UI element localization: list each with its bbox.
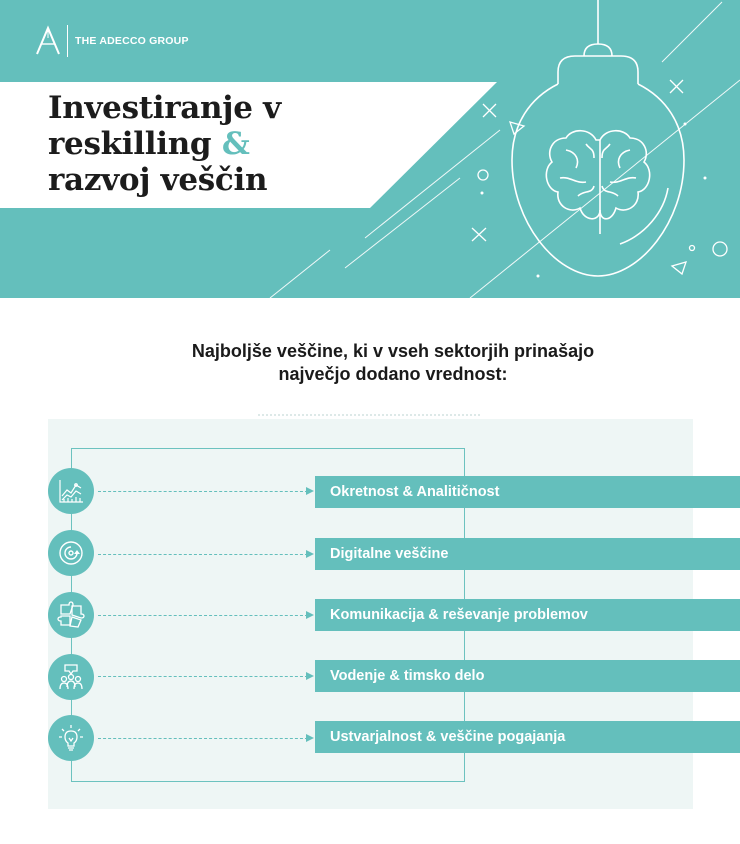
arrow-right-icon: [306, 672, 314, 680]
title-line-1: Investiranje v: [48, 90, 281, 126]
section-heading-line-2: največjo dodano vrednost:: [278, 364, 508, 384]
adecco-logo-mark-icon: [35, 24, 61, 58]
skill-item: Vodenje & timsko delo: [315, 660, 740, 692]
page-title: [48, 90, 281, 198]
arrow-right-icon: [306, 611, 314, 619]
title-line-2: reskilling: [48, 126, 212, 162]
skill-connector: [98, 676, 308, 677]
decorative-divider: [258, 414, 480, 416]
skill-connector: [98, 738, 308, 739]
arrow-right-icon: [306, 550, 314, 558]
title-line-3: razvoj veščin: [48, 162, 268, 198]
puzzle-icon: [48, 592, 94, 638]
skill-connector: [98, 554, 308, 555]
skill-item: Ustvarjalnost & veščine pogajanja: [315, 721, 740, 753]
skill-connector: [98, 615, 308, 616]
arrow-right-icon: [306, 487, 314, 495]
arrow-right-icon: [306, 734, 314, 742]
skill-item: Komunikacija & reševanje problemov: [315, 599, 740, 631]
skill-item: Okretnost & Analitičnost: [315, 476, 740, 508]
analytics-chart-icon: [48, 468, 94, 514]
logo-divider: [67, 25, 68, 57]
adecco-logo[interactable]: [35, 24, 189, 58]
digital-cycle-icon: [48, 530, 94, 576]
brand-name: THE ADECCO GROUP: [75, 35, 189, 47]
section-heading-line-1: Najboljše veščine, ki v vseh sektorjih prinašajo: [191, 341, 595, 361]
title-ampersand: &: [221, 126, 250, 162]
skill-connector: [98, 491, 308, 492]
hero-banner: [0, 0, 740, 298]
skill-item: Digitalne veščine: [315, 538, 740, 570]
lightbulb-icon: [48, 715, 94, 761]
team-people-icon: [48, 654, 94, 700]
section-heading: [170, 340, 616, 386]
